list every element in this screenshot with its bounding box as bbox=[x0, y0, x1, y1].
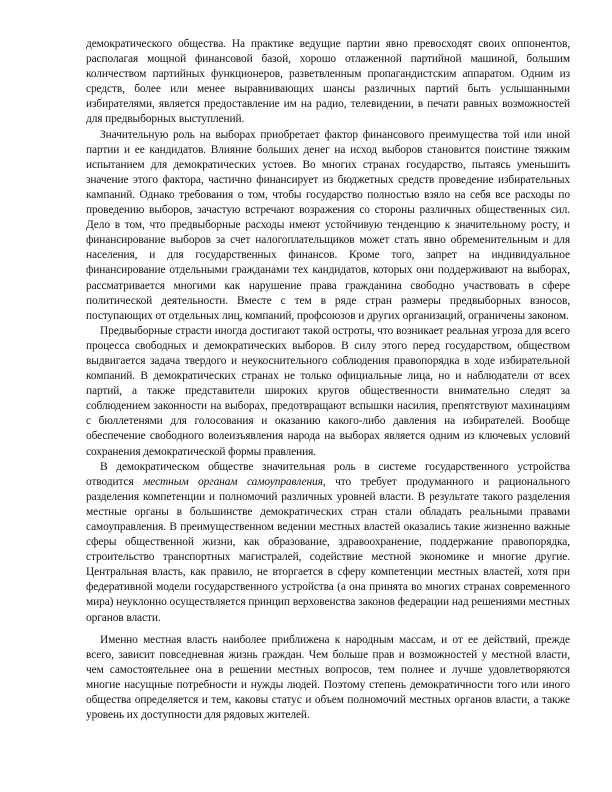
document-body bbox=[86, 37, 570, 723]
paragraph-1: демократического общества. На практике ведущие партии явно превосходят своих оппонентов, располагая мощной финансовой базой, хорошо отлаженной партийной машиной, большим количеством партийных функционеров, разветвленным пропагандистским аппаратом. Одним из средств, более или менее выравнивающих шансы различных партий быть услышанными избирателями, является предоставление им на радио, телевидении, в печати равных возможностей для предвыборных выступлений. bbox=[86, 38, 570, 126]
paragraph-4-text-before: В демократическом обществе значительная роль в системе государственного устройства отводится bbox=[86, 460, 570, 488]
paragraph-3: Предвыборные страсти иногда достигают такой остроты, что возникает реальная угроза для всего процесса свободных и демократических выборов. В силу этого перед государством, обществом выдвигается задача твердого и неукоснительного соблюдения правопорядка в ходе избирательной компаний. В демократических странах не только официальные лица, но и наблюдатели от всех партий, а также представители широких кругов общественности внимательно следят за соблюдением законности на выборах, предотвращают вспышки насилия, препятствуют махинациям с бюллетенями для голосования и оказанию какого-либо давления на избирателей. Вообще обеспечение свободного волеизъявления народа на выборах является одним из ключевых условий сохранения демократической формы правления. bbox=[86, 324, 570, 458]
paragraph-2: Значительную роль на выборах приобретает фактор финансового преимущества той или иной партии и ее кандидатов. Влияние больших денег на исход выборов становится поистине тяжким испытанием для демократических устоев. Во многих странах государство, пытаясь уменьшить значение этого фактора, частично финансирует из бюджетных средств проведение избирательных кампаний. Однако требования о том, чтобы государство полностью взяло на себя все расходы по проведению выборов, зачастую встречают возражения со стороны различных общественных сил. Дело в том, что предвыборные расходы имеют устойчивую тенденцию к значительному росту, и финансирование выборов за счет налогоплательщиков может стать явно обременительным и для населения, и для государственных финансов. Кроме того, запрет на индивидуальное финансирование отдельными гражданами тех кандидатов, которых они поддерживают на выборах, рассматривается многими как нарушение права гражданина свободно участвовать в сфере политической деятельности. Вместе с тем в ряде стран размеры предвыборных взносов, поступающих от отдельных лиц, компаний, профсоюзов и других организаций, ограничены законом. bbox=[86, 128, 570, 322]
paragraph-5: Именно местная власть наиболее приближена к народным массам, и от ее действий, прежде всего, зависит повседневная жизнь граждан. Чем больше прав и возможностей у местной власти, чем самостоятельнее она в решении местных вопросов, тем полнее и лучше удовлетворяются многие насущные потребности и нужды людей. Поэтому степень демократичности того или иного общества определяется и тем, каковы статус и объем полномочий местных органов власти, а также уровень их доступности для рядовых жителей. bbox=[86, 633, 570, 722]
paragraph-4 bbox=[86, 460, 570, 626]
paragraph-4-text-after: что требует продуманного и рационального разделения компетенции и полномочий различных уровней власти. В результате такого разделения местные органы в большинстве демократических стран стали обладать реальными правами самоуправления. В преимущественном ведении местных властей оказались такие жизненно важные сферы общественной жизни, как образование, здравоохранение, поддержание правопорядка, строительство транспортных магистралей, содействие местной экономике и многие другие. Центральная власть, как правило, не вторгается в сферу компетенции местных властей, хотя при федеративной модели государственного устройства (а она принята во многих странах современного мира) неуклонно осуществляется принцип верховенства законов федерации над решениями местных органов власти. bbox=[86, 475, 571, 624]
paragraph-4-italic-term: местным органам самоуправления, bbox=[143, 475, 326, 488]
